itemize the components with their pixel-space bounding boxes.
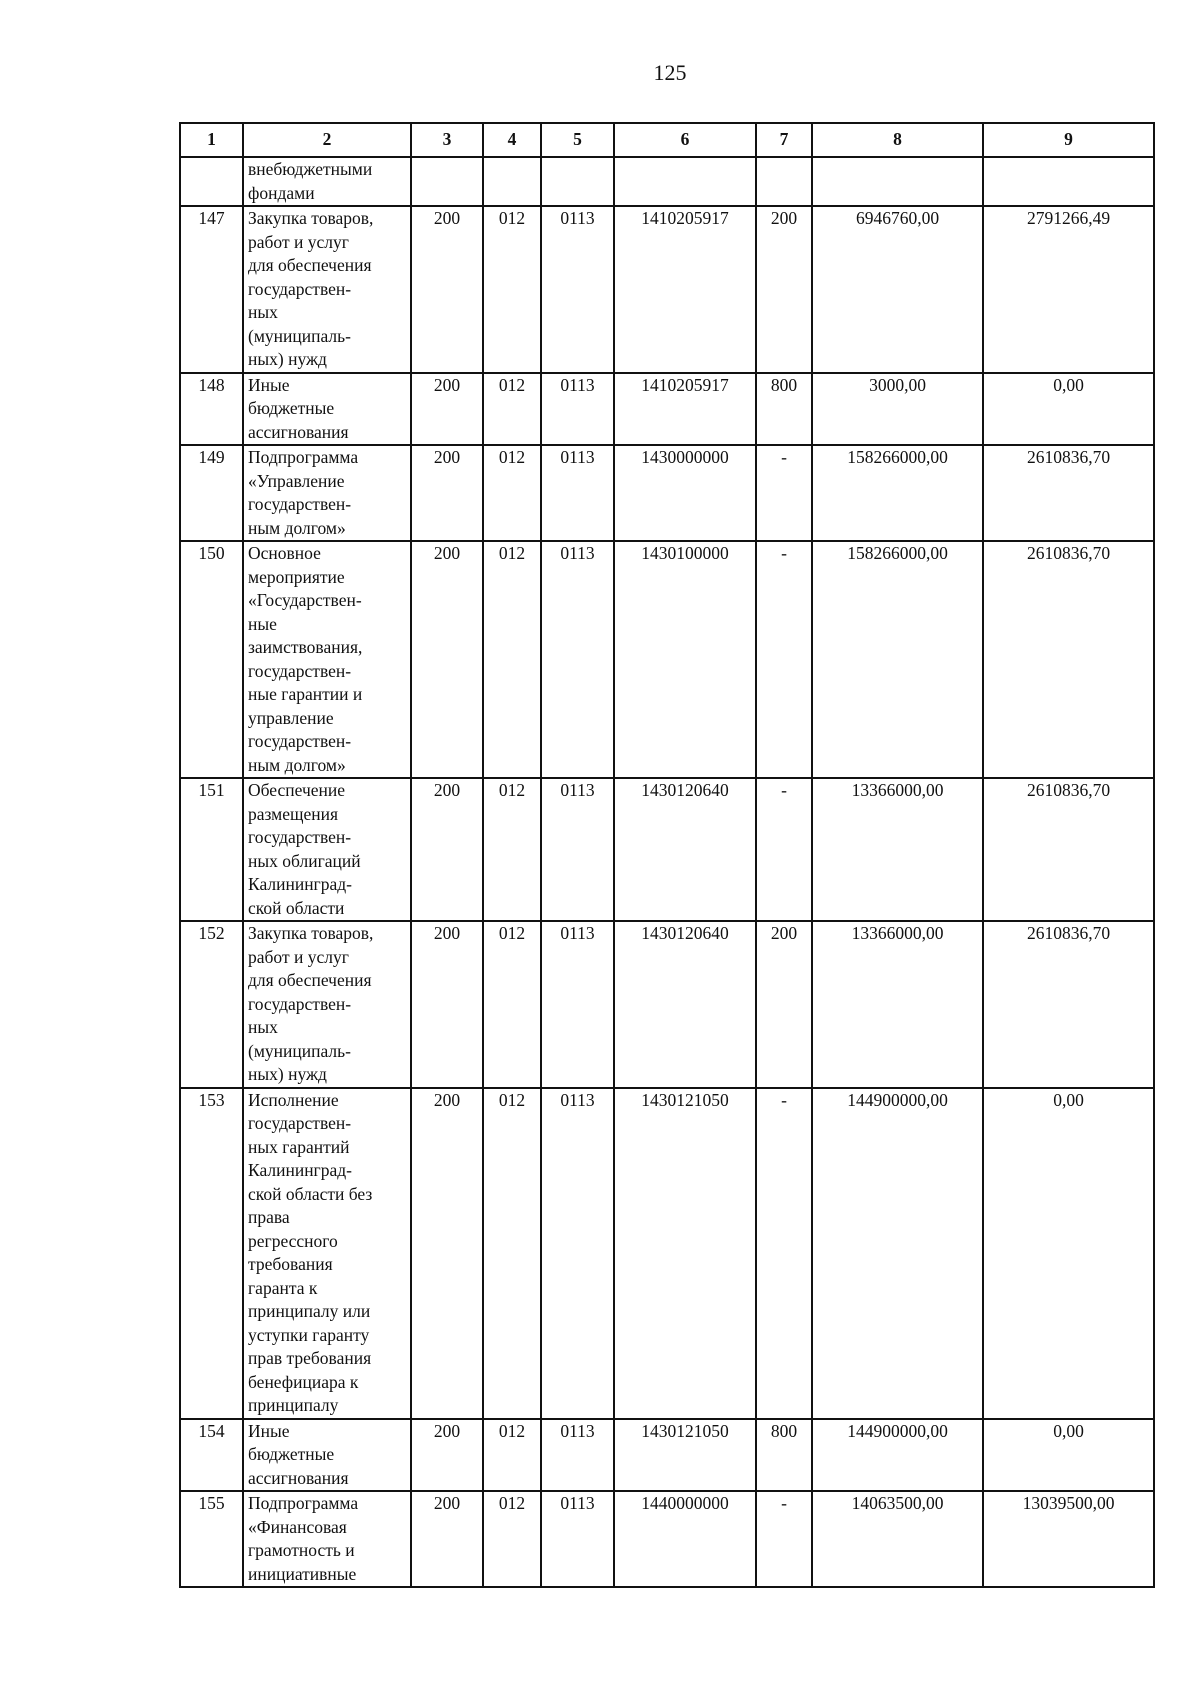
- header-cell-4: 4: [483, 123, 541, 157]
- col7-type: 800: [756, 373, 812, 446]
- col7-type: -: [756, 778, 812, 921]
- table-row: [180, 373, 1154, 446]
- col6-code: 1440000000: [614, 1491, 756, 1587]
- col5-code: [541, 157, 614, 206]
- col4-code: 012: [483, 778, 541, 921]
- col4-code: [483, 157, 541, 206]
- header-cell-9: 9: [983, 123, 1154, 157]
- col3-code: 200: [411, 1491, 483, 1587]
- row-number: 152: [180, 921, 243, 1088]
- col9-amount: 2610836,70: [983, 778, 1154, 921]
- row-name: Подпрограмма «Финансовая грамотность и инициативные: [243, 1491, 411, 1587]
- row-number: 154: [180, 1419, 243, 1492]
- col3-code: 200: [411, 1088, 483, 1419]
- col9-amount: 2791266,49: [983, 206, 1154, 373]
- col4-code: 012: [483, 373, 541, 446]
- col9-amount: [983, 157, 1154, 206]
- col3-code: 200: [411, 541, 483, 778]
- row-number: 147: [180, 206, 243, 373]
- col7-type: -: [756, 445, 812, 541]
- header-cell-7: 7: [756, 123, 812, 157]
- col9-amount: 0,00: [983, 373, 1154, 446]
- row-name: Иные бюджетные ассигнования: [243, 373, 411, 446]
- col9-amount: 2610836,70: [983, 445, 1154, 541]
- col3-code: 200: [411, 206, 483, 373]
- header-cell-6: 6: [614, 123, 756, 157]
- row-number: 148: [180, 373, 243, 446]
- col5-code: 0113: [541, 1491, 614, 1587]
- page-number: 125: [653, 60, 687, 85]
- col5-code: 0113: [541, 1088, 614, 1419]
- row-number: 155: [180, 1491, 243, 1587]
- col4-code: 012: [483, 921, 541, 1088]
- col9-amount: 2610836,70: [983, 541, 1154, 778]
- col4-code: 012: [483, 206, 541, 373]
- table-row: [180, 157, 1154, 206]
- col8-amount: 13366000,00: [812, 921, 983, 1088]
- col8-amount: 144900000,00: [812, 1419, 983, 1492]
- row-name: Обеспечение размещения государствен- ных облигаций Калининград- ской области: [243, 778, 411, 921]
- row-name: Основное мероприятие «Государствен- ные заимствования, государствен- ные гарантии и управление государствен- ным долгом»: [243, 541, 411, 778]
- col9-amount: 0,00: [983, 1419, 1154, 1492]
- table-row: [180, 1491, 1154, 1587]
- table-row: [180, 1088, 1154, 1419]
- col6-code: 1430000000: [614, 445, 756, 541]
- row-name: Иные бюджетные ассигнования: [243, 1419, 411, 1492]
- col9-amount: 13039500,00: [983, 1491, 1154, 1587]
- col3-code: 200: [411, 1419, 483, 1492]
- row-number: 151: [180, 778, 243, 921]
- col8-amount: [812, 157, 983, 206]
- row-number: 150: [180, 541, 243, 778]
- col8-amount: 6946760,00: [812, 206, 983, 373]
- col8-amount: 13366000,00: [812, 778, 983, 921]
- col7-type: -: [756, 541, 812, 778]
- table-row: [180, 1419, 1154, 1492]
- col9-amount: 2610836,70: [983, 921, 1154, 1088]
- header-cell-2: 2: [243, 123, 411, 157]
- col5-code: 0113: [541, 373, 614, 446]
- header-cell-5: 5: [541, 123, 614, 157]
- col5-code: 0113: [541, 541, 614, 778]
- col8-amount: 158266000,00: [812, 445, 983, 541]
- header-cell-3: 3: [411, 123, 483, 157]
- col7-type: 200: [756, 921, 812, 1088]
- col6-code: 1430100000: [614, 541, 756, 778]
- header-cell-1: 1: [180, 123, 243, 157]
- col3-code: 200: [411, 778, 483, 921]
- col5-code: 0113: [541, 206, 614, 373]
- row-number: [180, 157, 243, 206]
- table-row: [180, 778, 1154, 921]
- col9-amount: 0,00: [983, 1088, 1154, 1419]
- col8-amount: 144900000,00: [812, 1088, 983, 1419]
- col6-code: [614, 157, 756, 206]
- col7-type: -: [756, 1088, 812, 1419]
- col8-amount: 14063500,00: [812, 1491, 983, 1587]
- col5-code: 0113: [541, 778, 614, 921]
- table-body: [180, 157, 1154, 1587]
- row-name: Закупка товаров, работ и услуг для обеспечения государствен- ных (муниципаль- ных) нужд: [243, 206, 411, 373]
- col4-code: 012: [483, 541, 541, 778]
- col4-code: 012: [483, 1419, 541, 1492]
- col7-type: 200: [756, 206, 812, 373]
- table-row: [180, 206, 1154, 373]
- col4-code: 012: [483, 1491, 541, 1587]
- row-number: 153: [180, 1088, 243, 1419]
- col6-code: 1430120640: [614, 921, 756, 1088]
- header-row: [180, 123, 1154, 157]
- col6-code: 1410205917: [614, 373, 756, 446]
- col7-type: -: [756, 1491, 812, 1587]
- col5-code: 0113: [541, 921, 614, 1088]
- budget-table: [179, 122, 1155, 1588]
- col5-code: 0113: [541, 1419, 614, 1492]
- row-name: Подпрограмма «Управление государствен- ным долгом»: [243, 445, 411, 541]
- row-name: Закупка товаров, работ и услуг для обеспечения государствен- ных (муниципаль- ных) нужд: [243, 921, 411, 1088]
- row-number: 149: [180, 445, 243, 541]
- col8-amount: 158266000,00: [812, 541, 983, 778]
- table-row: [180, 541, 1154, 778]
- col6-code: 1430121050: [614, 1419, 756, 1492]
- col4-code: 012: [483, 1088, 541, 1419]
- col8-amount: 3000,00: [812, 373, 983, 446]
- col3-code: [411, 157, 483, 206]
- header-cell-8: 8: [812, 123, 983, 157]
- col6-code: 1410205917: [614, 206, 756, 373]
- row-name: внебюджетными фондами: [243, 157, 411, 206]
- col3-code: 200: [411, 445, 483, 541]
- col4-code: 012: [483, 445, 541, 541]
- col3-code: 200: [411, 373, 483, 446]
- row-name: Исполнение государствен- ных гарантий Калининград- ской области без права регрессного требования гаранта к принципалу или уступки гаранту прав требования бенефициара к принципалу: [243, 1088, 411, 1419]
- col6-code: 1430121050: [614, 1088, 756, 1419]
- table-row: [180, 445, 1154, 541]
- col6-code: 1430120640: [614, 778, 756, 921]
- col5-code: 0113: [541, 445, 614, 541]
- col3-code: 200: [411, 921, 483, 1088]
- col7-type: [756, 157, 812, 206]
- col7-type: 800: [756, 1419, 812, 1492]
- table-row: [180, 921, 1154, 1088]
